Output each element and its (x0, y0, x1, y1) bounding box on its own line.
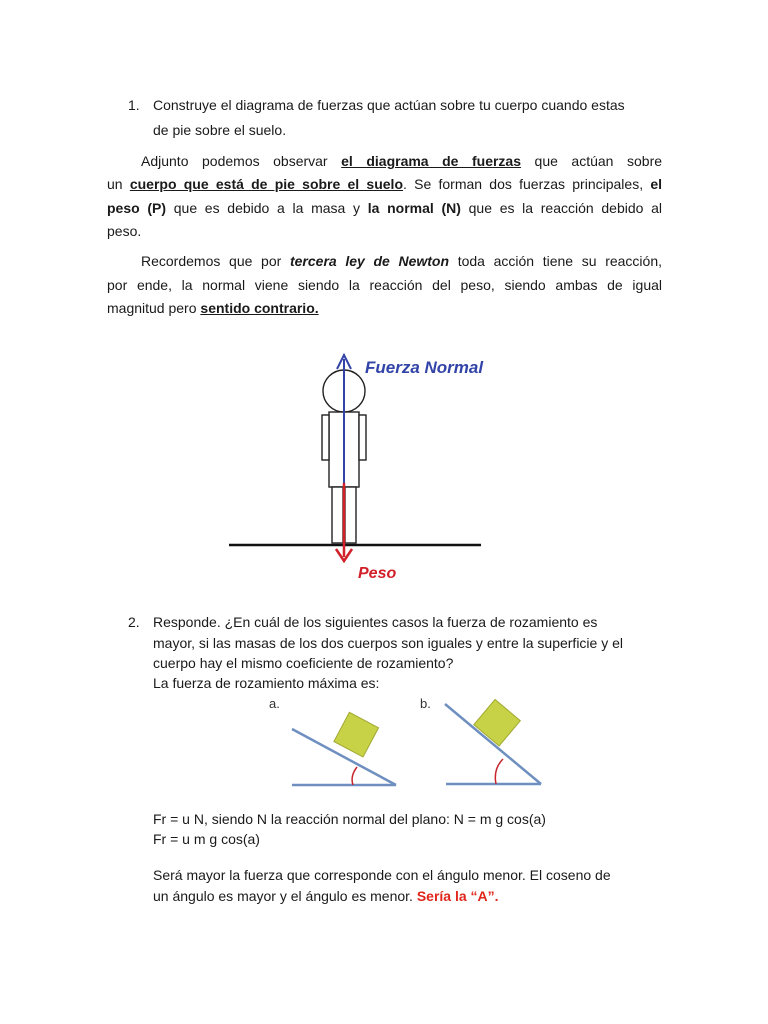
case-b-block (474, 699, 520, 745)
paragraph-2-line-1: Recordemos que por tercera ley de Newton toda acción tiene su reacción, (141, 253, 663, 269)
question-1 (128, 95, 662, 115)
question-1-text-line-1: Construye el diagrama de fuerzas que actúan sobre tu cuerpo cuando estas (153, 97, 625, 113)
question-2-line-4: La fuerza de rozamiento máxima es: (153, 675, 380, 691)
paragraph-1-line-4: peso. (107, 223, 142, 239)
question-2-line-2: mayor, si las masas de los dos cuerpos son iguales y entre la superficie y el (153, 635, 624, 651)
case-a-label: a. (269, 696, 280, 711)
force-diagram-figure (129, 345, 644, 595)
inclined-planes-figure (260, 693, 560, 793)
paragraph-1-line-1: Adjunto podemos observar el diagrama de fuerzas que actúan sobre (141, 153, 663, 169)
peso-label: Peso (358, 565, 397, 582)
question-1-text-line-2: de pie sobre el suelo. (153, 122, 287, 138)
highlight-sentido: sentido contrario. (200, 300, 319, 316)
formula-1: Fr = u N, siendo N la reacción normal del plano: N = m g cos(a) (153, 811, 546, 827)
highlight-cuerpo: cuerpo que está de pie sobre el suelo (129, 176, 404, 192)
question-2-line-3: cuerpo hay el mismo coeficiente de rozamiento? (153, 655, 454, 671)
case-a-block (334, 712, 379, 757)
formula-2: Fr = u m g cos(a) (153, 831, 260, 847)
question-1-number: 1. (128, 97, 140, 113)
case-b-label: b. (420, 696, 431, 711)
paragraph-2-line-3: magnitud pero sentido contrario. (107, 300, 319, 316)
conclusion-line-1: Será mayor la fuerza que corresponde con el ángulo menor. El coseno de (153, 867, 611, 883)
question-2-line-1: 2. Responde. ¿En cuál de los siguientes casos la fuerza de rozamiento es (128, 614, 598, 630)
highlight-diagrama: el diagrama de fuerzas (341, 153, 522, 169)
case-b-angle-arc (495, 759, 503, 784)
question-2-number: 2. (128, 614, 140, 630)
highlight-newton: tercera ley de Newton (289, 253, 450, 269)
paragraph-1-line-2: un cuerpo que está de pie sobre el suelo. Se forman dos fuerzas principales, el (107, 176, 663, 192)
paragraph-1-line-3: peso (P) que es debido a la masa y la normal (N) que es la reacción debido al (107, 200, 663, 216)
conclusion-line-2: un ángulo es mayor y el ángulo es menor. Sería la “A”. (153, 888, 499, 904)
case-a-angle-arc (352, 767, 357, 785)
normal-force-label: Fuerza Normal (365, 358, 484, 377)
answer-highlight: Sería la “A”. (416, 888, 499, 904)
paragraph-2-line-2: por ende, la normal viene siendo la reacción del peso, siendo ambas de igual (107, 277, 662, 293)
